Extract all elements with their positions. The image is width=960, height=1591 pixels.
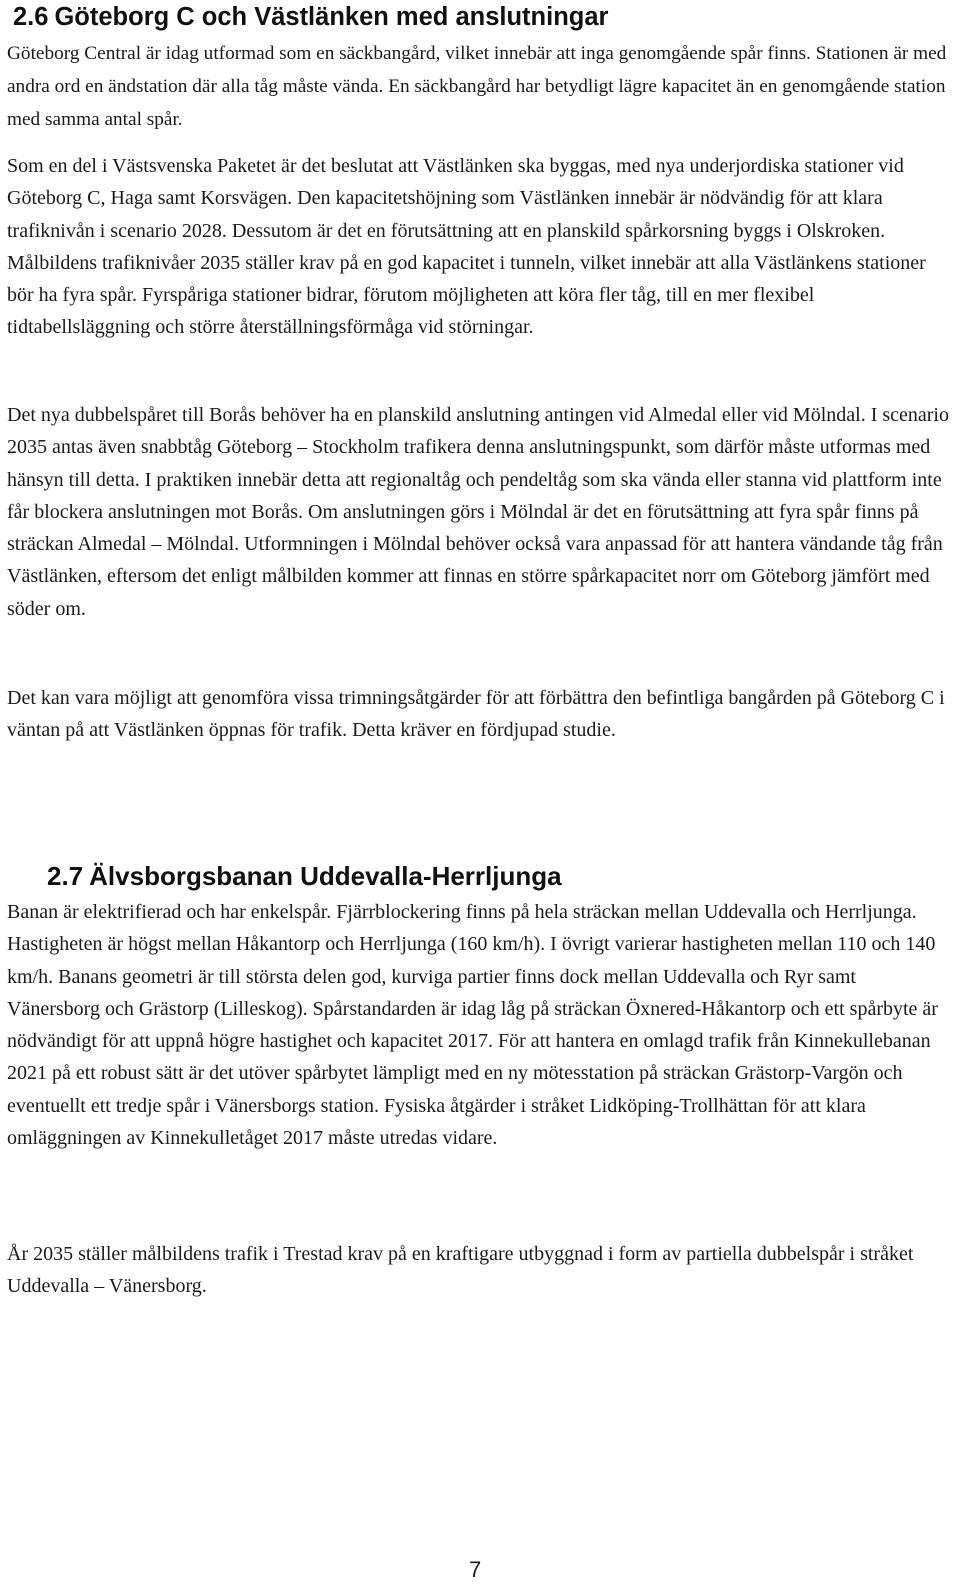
- body-paragraph: Det nya dubbelspåret till Borås behöver ha en planskild anslutning antingen vid Almedal eller vid Mölndal. I scenario 2035 antas även snabbtåg Göteborg – Stockholm trafikera denna anslutningspunkt, som därför måste utformas med hänsyn till detta. I praktiken innebär detta att regionaltåg och pendeltåg som ska vända eller stanna vid plattform inte får blockera anslutningen mot Borås. Om anslutningen görs i Mölndal är det en förutsättning att fyra spår finns på sträckan Almedal – Mölndal. Utformningen i Mölndal behöver också vara anpassad för att hantera vändande tåg från Västlänken, eftersom det enligt målbilden kommer att finnas en större spårkapacitet norr om Göteborg jämfört med söder om.: [7, 404, 949, 620]
- body-paragraph: Banan är elektrifierad och har enkelspår. Fjärrblockering finns på hela sträckan mellan Uddevalla och Herrljunga. Hastigheten är högst mellan Håkantorp och Herrljunga (160 km/h). I övrigt varierar hastigheten mellan 110 och 140 km/h. Banans geometri är till största delen god, kurviga partier finns dock mellan Uddevalla och Ryr samt Vänersborg och Grästorp (Lilleskog). Spårstandarden är idag låg på sträckan Öxnered-Håkantorp och ett spårbyte är nödvändigt för att uppnå högre hastighet och kapacitet 2017. För att hantera en omlagd trafik från Kinnekullebanan 2021 på ett robust sätt är det utöver spårbytet lämpligt med en ny mötesstation på sträckan Grästorp-Vargön och eventuellt ett tredje spår i Vänersborgs station. Fysiska åtgärder i stråket Lidköping-Trollhättan för att klara omläggningen av Kinnekulletåget 2017 måste utredas vidare.: [7, 901, 938, 1150]
- page-number: 7: [469, 1557, 482, 1582]
- body-paragraph: Göteborg Central är idag utformad som en säckbangård, vilket innebär att inga genomgående spår finns. Stationen är med andra ord en ändstation där alla tåg måste vända. En säckbangård har betydligt lägre kapacitet än en genomgående station med samma antal spår.: [7, 43, 947, 130]
- section-number: 2.6: [13, 3, 49, 31]
- body-paragraph: År 2035 ställer målbildens trafik i Trestad krav på en kraftigare utbyggnad i form av partiella dubbelspår i stråket Uddevalla – Vänersborg.: [7, 1243, 914, 1298]
- section-title: Älvsborgsbanan Uddevalla-Herrljunga: [89, 861, 562, 891]
- section-heading: [47, 861, 562, 891]
- body-paragraph: Som en del i Västsvenska Paketet är det beslutat att Västlänken ska byggas, med nya underjordiska stationer vid Göteborg C, Haga samt Korsvägen. Den kapacitetshöjning som Västlänken innebär är nödvändig för att klara trafiknivån i scenario 2028. Dessutom är det en förutsättning att en planskild spårkorsning byggs i Olskroken. Målbildens trafiknivåer 2035 ställer krav på en god kapacitet i tunneln, vilket innebär att alla Västlänkens stationer bör ha fyra spår. Fyrspåriga stationer bidrar, förutom möjligheten att köra fler tåg, till en mer flexibel tidtabellsläggning och större återställningsförmåga vid störningar.: [7, 155, 926, 339]
- section-title: Göteborg C och Västlänken med anslutningar: [54, 3, 609, 31]
- section-heading: [13, 2, 608, 32]
- body-paragraph: Det kan vara möjligt att genomföra vissa trimningsåtgärder för att förbättra den befintliga bangården på Göteborg C i väntan på att Västlänken öppnas för trafik. Detta kräver en fördjupad studie.: [7, 687, 945, 742]
- section-number: 2.7: [47, 861, 84, 891]
